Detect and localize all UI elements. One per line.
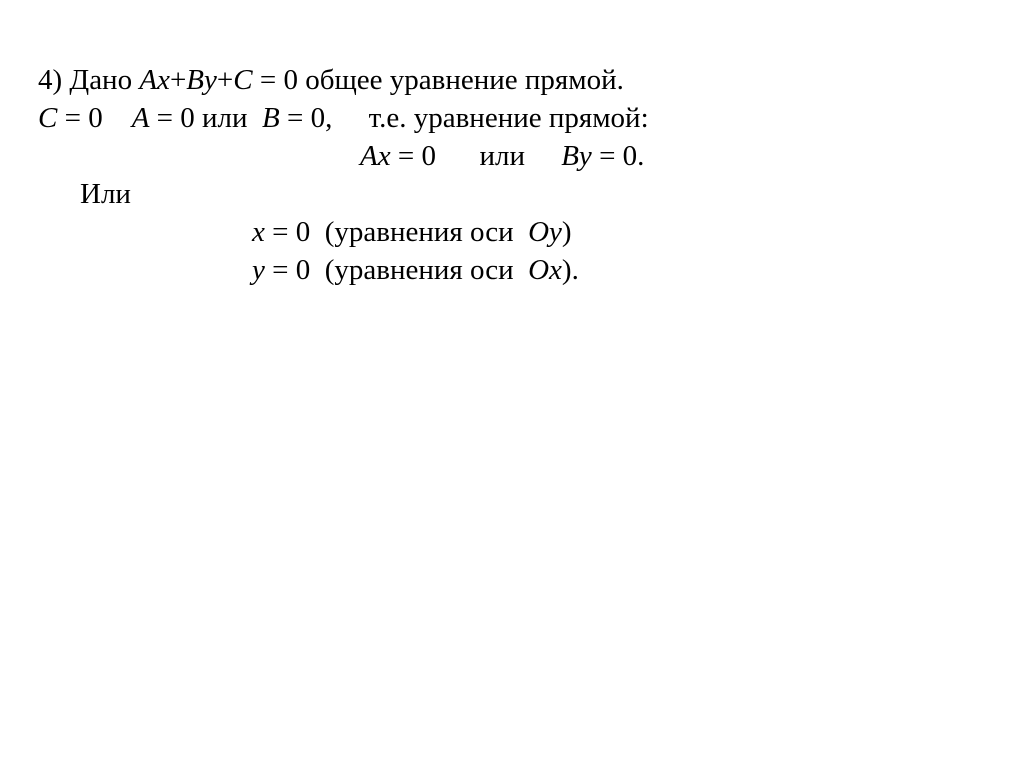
math-symbol: A	[131, 102, 150, 134]
text-segment: Или	[80, 178, 131, 210]
text-segment: = 0 или	[149, 102, 263, 134]
text-segment: = 0	[57, 102, 132, 134]
math-symbol: y	[252, 254, 265, 286]
math-symbol: Ox	[528, 254, 562, 286]
math-symbol: B	[262, 102, 280, 134]
text-segment: = 0 (уравнения оси	[264, 254, 529, 286]
text-segment: ).	[561, 254, 579, 286]
case-condition-line	[38, 100, 649, 136]
math-symbol: C	[38, 102, 58, 134]
math-symbol: Oy	[528, 216, 562, 248]
text-segment: )	[561, 216, 572, 248]
math-symbol: By	[561, 140, 592, 172]
text-segment: = 0.	[591, 140, 645, 172]
math-symbol: Ax	[139, 64, 170, 96]
or-line	[80, 176, 131, 212]
text-segment: +	[216, 64, 234, 96]
math-symbol: Ax	[360, 140, 391, 172]
text-segment: = 0 или	[390, 140, 562, 172]
math-symbol: x	[252, 216, 265, 248]
text-segment: = 0 общее уравнение прямой.	[252, 64, 624, 96]
text-segment: +	[169, 64, 187, 96]
math-symbol: By	[186, 64, 217, 96]
general-equation-line	[38, 62, 624, 98]
oy-axis-equation-line	[252, 214, 572, 250]
text-segment: = 0, т.е. уравнение прямой:	[279, 102, 649, 134]
text-segment: 4) Дано	[38, 64, 140, 96]
text-segment: = 0 (уравнения оси	[264, 216, 529, 248]
ox-axis-equation-line	[252, 252, 579, 288]
math-symbol: C	[233, 64, 253, 96]
equations-line	[360, 138, 644, 174]
